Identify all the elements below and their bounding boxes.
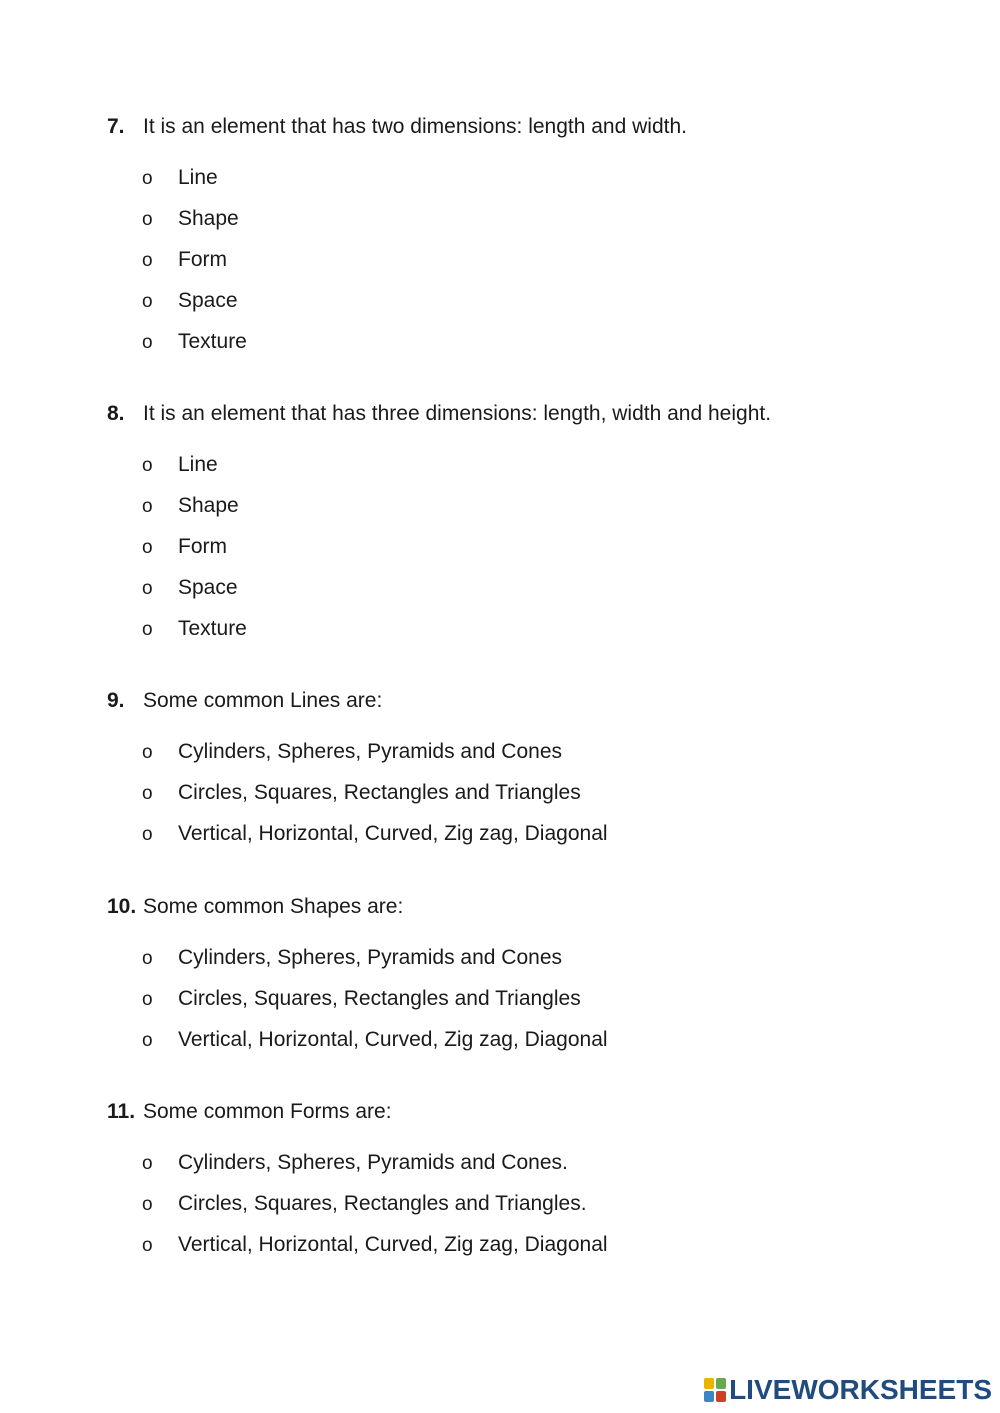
radio-circle-icon[interactable]: o [142, 291, 153, 312]
logo-tile [704, 1378, 714, 1389]
radio-option-shapes-list[interactable] [142, 778, 581, 808]
radio-option-shape[interactable] [142, 204, 239, 234]
question-text: Some common Lines are: [143, 689, 383, 712]
option-label: Space [178, 576, 238, 599]
radio-circle-icon[interactable]: o [142, 1235, 153, 1256]
option-label: Circles, Squares, Rectangles and Triangles [178, 781, 581, 804]
option-label: Texture [178, 617, 247, 640]
option-label: Shape [178, 494, 239, 517]
radio-option-shape[interactable] [142, 491, 239, 521]
radio-option-forms-list[interactable] [142, 1148, 568, 1178]
radio-option-forms-list[interactable] [142, 943, 562, 973]
question-text: Some common Shapes are: [143, 895, 404, 918]
option-label: Cylinders, Spheres, Pyramids and Cones. [178, 1151, 568, 1174]
liveworksheets-logo [704, 1373, 992, 1407]
question-prompt [107, 399, 771, 429]
radio-option-lines-list[interactable] [142, 1230, 608, 1260]
question-prompt [107, 892, 403, 922]
option-label: Form [178, 535, 227, 558]
logo-tile [704, 1391, 714, 1402]
option-label: Space [178, 289, 238, 312]
radio-circle-icon[interactable]: o [142, 332, 153, 353]
radio-option-lines-list[interactable] [142, 1025, 608, 1055]
question-number: 10. [107, 895, 137, 918]
radio-option-forms-list[interactable] [142, 737, 562, 767]
radio-circle-icon[interactable]: o [142, 578, 153, 599]
option-label: Vertical, Horizontal, Curved, Zig zag, Diagonal [178, 1028, 608, 1051]
option-label: Cylinders, Spheres, Pyramids and Cones [178, 740, 563, 763]
radio-option-line[interactable] [142, 450, 218, 480]
option-label: Line [178, 166, 218, 189]
radio-option-form[interactable] [142, 532, 227, 562]
radio-option-form[interactable] [142, 245, 227, 275]
radio-circle-icon[interactable]: o [142, 989, 153, 1010]
radio-circle-icon[interactable]: o [142, 1153, 153, 1174]
question-text: It is an element that has three dimensions: length, width and height. [143, 402, 772, 425]
radio-circle-icon[interactable]: o [142, 496, 153, 517]
option-label: Circles, Squares, Rectangles and Triangles [178, 987, 581, 1010]
radio-circle-icon[interactable]: o [142, 168, 153, 189]
option-label: Form [178, 248, 227, 271]
radio-circle-icon[interactable]: o [142, 1030, 153, 1051]
radio-option-lines-list[interactable] [142, 819, 608, 849]
option-label: Texture [178, 330, 247, 353]
option-label: Circles, Squares, Rectangles and Triangles. [178, 1192, 587, 1215]
radio-circle-icon[interactable]: o [142, 742, 153, 763]
question-number: 7. [107, 115, 125, 138]
radio-option-shapes-list[interactable] [142, 984, 581, 1014]
radio-option-space[interactable] [142, 286, 238, 316]
radio-circle-icon[interactable]: o [142, 250, 153, 271]
radio-circle-icon[interactable]: o [142, 537, 153, 558]
radio-option-space[interactable] [142, 573, 238, 603]
radio-circle-icon[interactable]: o [142, 209, 153, 230]
option-label: Vertical, Horizontal, Curved, Zig zag, Diagonal [178, 822, 608, 845]
question-number: 11. [107, 1100, 136, 1123]
option-label: Cylinders, Spheres, Pyramids and Cones [178, 946, 563, 969]
logo-tile [716, 1391, 726, 1402]
logo-tile [716, 1378, 726, 1389]
option-label: Vertical, Horizontal, Curved, Zig zag, Diagonal [178, 1233, 608, 1256]
logo-text: LIVEWORKSHEETS [729, 1374, 992, 1405]
radio-circle-icon[interactable]: o [142, 619, 153, 640]
radio-option-line[interactable] [142, 163, 218, 193]
option-label: Shape [178, 207, 239, 230]
radio-circle-icon[interactable]: o [142, 783, 153, 804]
radio-option-texture[interactable] [142, 614, 247, 644]
question-prompt [107, 112, 687, 142]
question-text: It is an element that has two dimensions: length and width. [143, 115, 687, 138]
question-prompt [107, 686, 382, 716]
question-number: 9. [107, 689, 125, 712]
radio-circle-icon[interactable]: o [142, 824, 153, 845]
radio-option-shapes-list[interactable] [142, 1189, 587, 1219]
question-number: 8. [107, 402, 125, 425]
logo-mark-icon [704, 1378, 726, 1402]
radio-circle-icon[interactable]: o [142, 948, 153, 969]
radio-option-texture[interactable] [142, 327, 247, 357]
radio-circle-icon[interactable]: o [142, 455, 153, 476]
radio-circle-icon[interactable]: o [142, 1194, 153, 1215]
question-prompt [107, 1097, 392, 1127]
option-label: Line [178, 453, 218, 476]
question-text: Some common Forms are: [143, 1100, 392, 1123]
